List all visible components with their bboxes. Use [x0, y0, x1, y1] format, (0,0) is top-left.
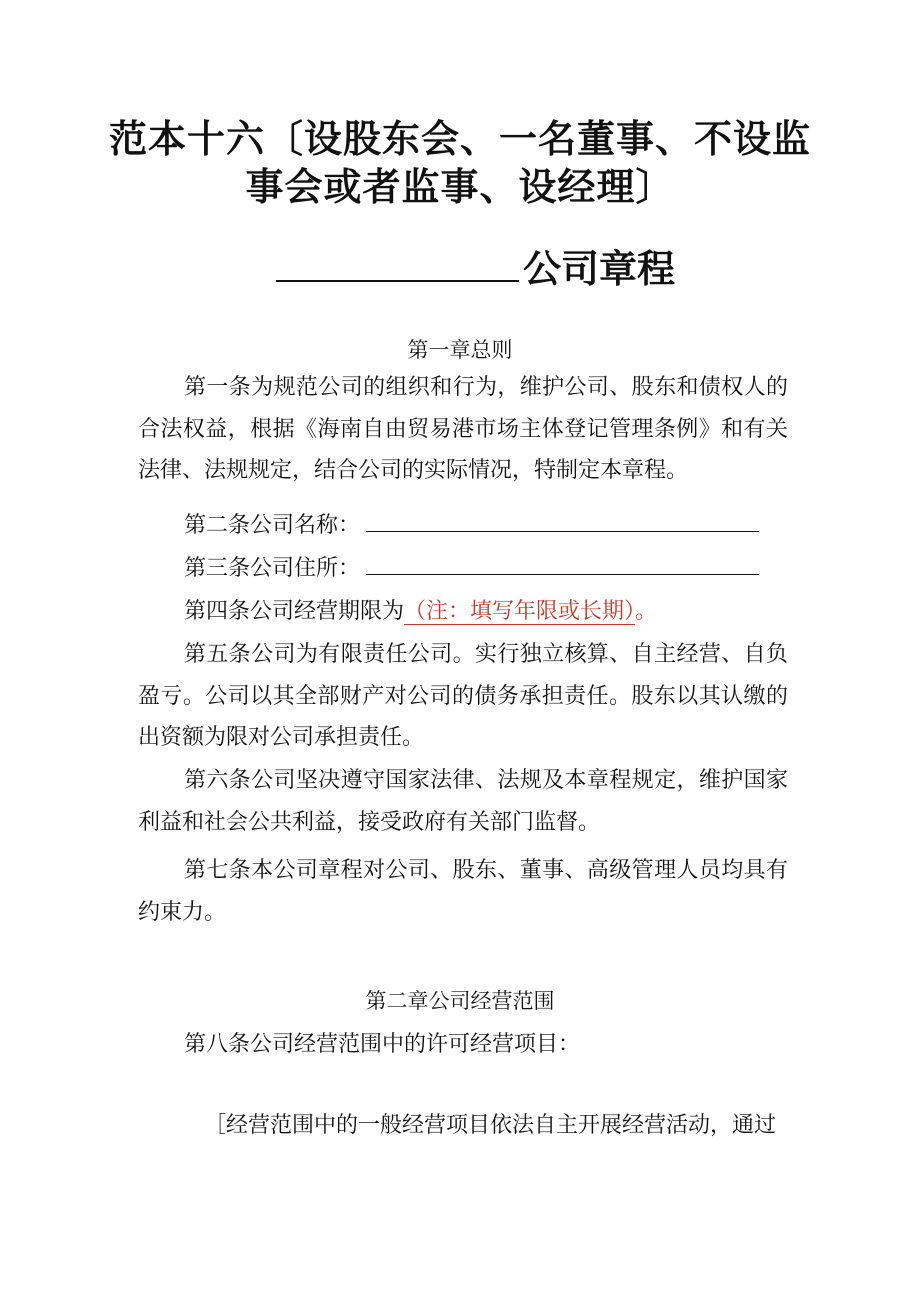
article-6: 第六条公司坚决遵守国家法律、法规及本章程规定，维护国家利益和社会公共利益，接受政府有关部门监督。: [138, 768, 788, 835]
article-7: 第七条本公司章程对公司、股东、董事、高级管理人员均具有约束力。: [138, 858, 788, 925]
company-address-field[interactable]: [366, 552, 759, 575]
article-4-suffix: 。: [635, 599, 658, 624]
document-subtitle: [276, 238, 675, 293]
article-3: [184, 551, 759, 582]
company-name-blank[interactable]: [276, 246, 519, 282]
chapter-2-heading: 第二章公司经营范围: [365, 989, 555, 1013]
article-4-prefix: 第四条公司经营期限为: [184, 599, 405, 624]
article-2-label: 第二条公司名称：: [184, 513, 361, 538]
article-1: 第一条为规范公司的组织和行为，维护公司、股东和债权人的合法权益，根据《海南自由贸易港市场主体登记管理条例》和有关法律、法规规定，结合公司的实际情况，特制定本章程。: [138, 375, 788, 483]
company-name-field[interactable]: [366, 509, 759, 532]
subtitle-text: 公司章程: [523, 247, 676, 291]
article-5: 第五条公司为有限责任公司。实行独立核算、自主经营、自负盈亏。公司以其全部财产对公司的债务承担责任。股东以其认缴的出资额为限对公司承担责任。: [138, 642, 788, 750]
article-3-label: 第三条公司住所：: [184, 556, 361, 581]
article-4-note: （注：填写年限或长期）: [404, 599, 636, 624]
chapter-1-heading: 第一章总则: [407, 338, 513, 362]
general-business-scope-text: ［经营范围中的一般经营项目依法自主开展经营活动，通过: [204, 1113, 777, 1138]
document-title-line-2: 事会或者监事、设经理〕: [245, 165, 675, 209]
article-4: [184, 594, 657, 625]
article-2: [184, 508, 759, 539]
document-title-line-1: 范本十六〔设股东会、一名董事、不设监: [108, 117, 811, 161]
article-8: 第八条公司经营范围中的许可经营项目：: [184, 1032, 581, 1057]
